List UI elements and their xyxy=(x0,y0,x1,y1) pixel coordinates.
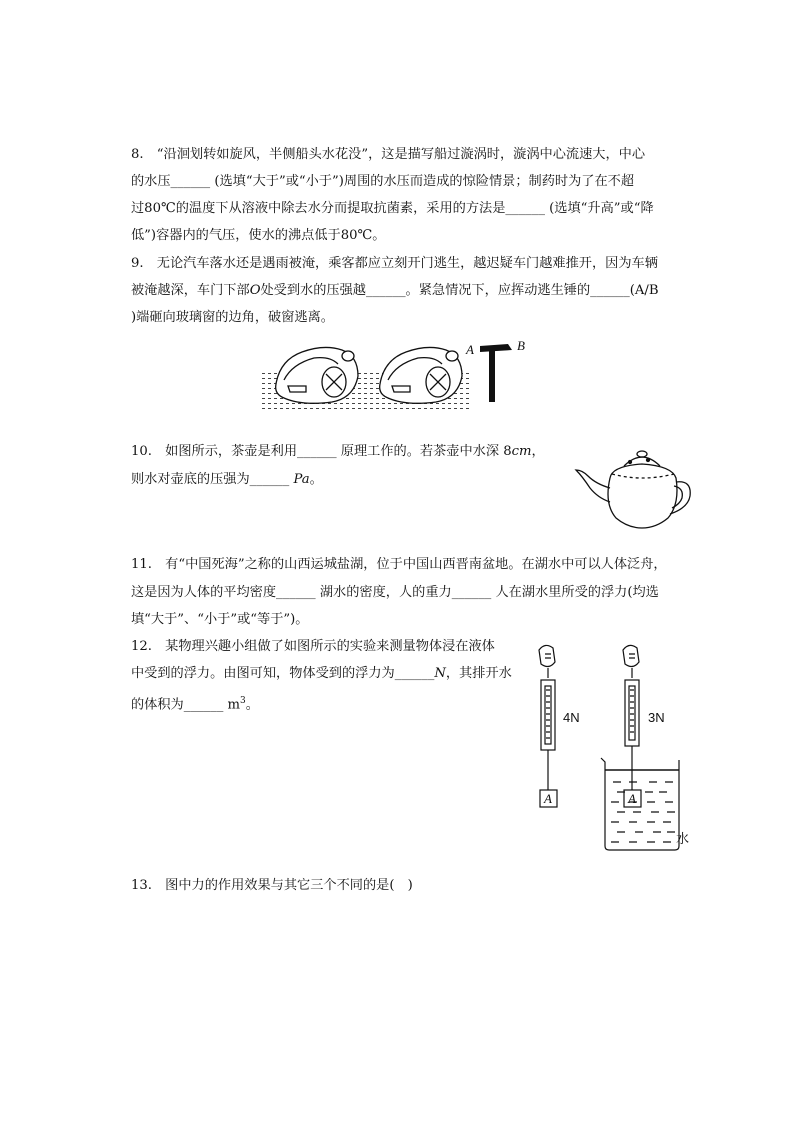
q9-line-1: 9. 无论汽车落水还是遇雨被淹，乘客都应立刻开门逃生，越迟疑车门越难推开，因为车辆 xyxy=(131,256,658,271)
q10-text: ， xyxy=(531,444,545,459)
q10-figure xyxy=(572,444,694,532)
flooded-cars-illustration xyxy=(262,336,537,416)
q12-text: 。 xyxy=(245,697,259,713)
water-label: 水 xyxy=(676,832,690,847)
point-o-label: O xyxy=(249,283,261,298)
car-icon xyxy=(276,347,358,403)
block-a-label: A xyxy=(628,791,636,806)
q12-line-3 xyxy=(131,692,259,714)
q10-pressure-unit: Pa xyxy=(293,472,310,487)
q10-text: 。 xyxy=(309,472,323,487)
scale-reading-1: 4N xyxy=(563,710,580,725)
q9-figure xyxy=(262,336,537,416)
q9-text: 处受到水的压强越______。紧急情况下，应挥动逃生锤的______(A/B xyxy=(260,283,659,298)
teapot-icon xyxy=(572,444,694,532)
q9-line-2 xyxy=(131,282,659,300)
q13-line-1: 13. 图中力的作用效果与其它三个不同的是( ) xyxy=(131,878,413,893)
q8-line-3: 过80℃的温度下从溶液中除去水分而提取抗菌素，采用的方法是______ (选填“升高”或“降 xyxy=(131,201,654,216)
spring-scale-icon xyxy=(539,645,557,807)
q8-line-1: 8. “沿洄划转如旋风，半侧船头水花没”，这是描写船过漩涡时，漩涡中心流速大，中心 xyxy=(131,147,645,162)
q8-line-4: 低”)容器内的气压，使水的沸点低于80℃。 xyxy=(131,228,386,243)
q12-line-1: 12. 某物理兴趣小组做了如图所示的实验来测量物体浸在液体 xyxy=(131,639,495,654)
q12-line-2 xyxy=(131,665,512,683)
spring-scale-experiment xyxy=(525,640,705,855)
q11-line-3: 填“大于”、“小于”或“等于”)。 xyxy=(131,612,309,627)
q12-exponent: 3 xyxy=(240,696,246,706)
hammer-end-a-label: A xyxy=(466,342,474,357)
q10-depth-unit: cm xyxy=(511,444,532,459)
q10-depth-value: 8 xyxy=(503,444,512,459)
q12-text: 中受到的浮力。由图可知，物体受到的浮力为______ xyxy=(131,666,435,681)
q12-figure xyxy=(525,640,705,855)
q11-line-2: 这是因为人体的平均密度______ 湖水的密度，人的重力______ 人在湖水里所受的浮力(均选 xyxy=(131,585,659,600)
q11-line-1: 11. 有“中国死海”之称的山西运城盐湖，位于中国山西晋南盆地。在湖水中可以人体泛舟， xyxy=(131,557,667,572)
car-icon xyxy=(380,347,462,403)
hammer-end-b-label: B xyxy=(517,338,525,353)
escape-hammer-icon xyxy=(480,344,512,402)
q10-line-1 xyxy=(131,443,545,461)
q12-text: 的体积为______ m xyxy=(131,697,241,713)
q8-line-2: 的水压______ (选填“大于”或“小于”)周围的水压而造成的惊险情景；制药时为了在不超 xyxy=(131,174,635,189)
scale-reading-2: 3N xyxy=(648,710,665,725)
q9-line-3: )端砸向玻璃窗的边角，破窗逃离。 xyxy=(131,310,334,325)
q10-line-2 xyxy=(131,471,323,489)
q9-text: 被淹越深，车门下部 xyxy=(131,283,250,298)
block-a-label: A xyxy=(544,791,552,806)
spring-scale-icon xyxy=(623,645,641,807)
q12-text: ，其排开水 xyxy=(445,666,512,681)
q10-text: 10. 如图所示，茶壶是利用______ 原理工作的。若茶壶中水深 xyxy=(131,444,500,459)
q10-text: 则水对壶底的压强为______ xyxy=(131,472,294,487)
q12-force-unit: N xyxy=(434,666,446,681)
